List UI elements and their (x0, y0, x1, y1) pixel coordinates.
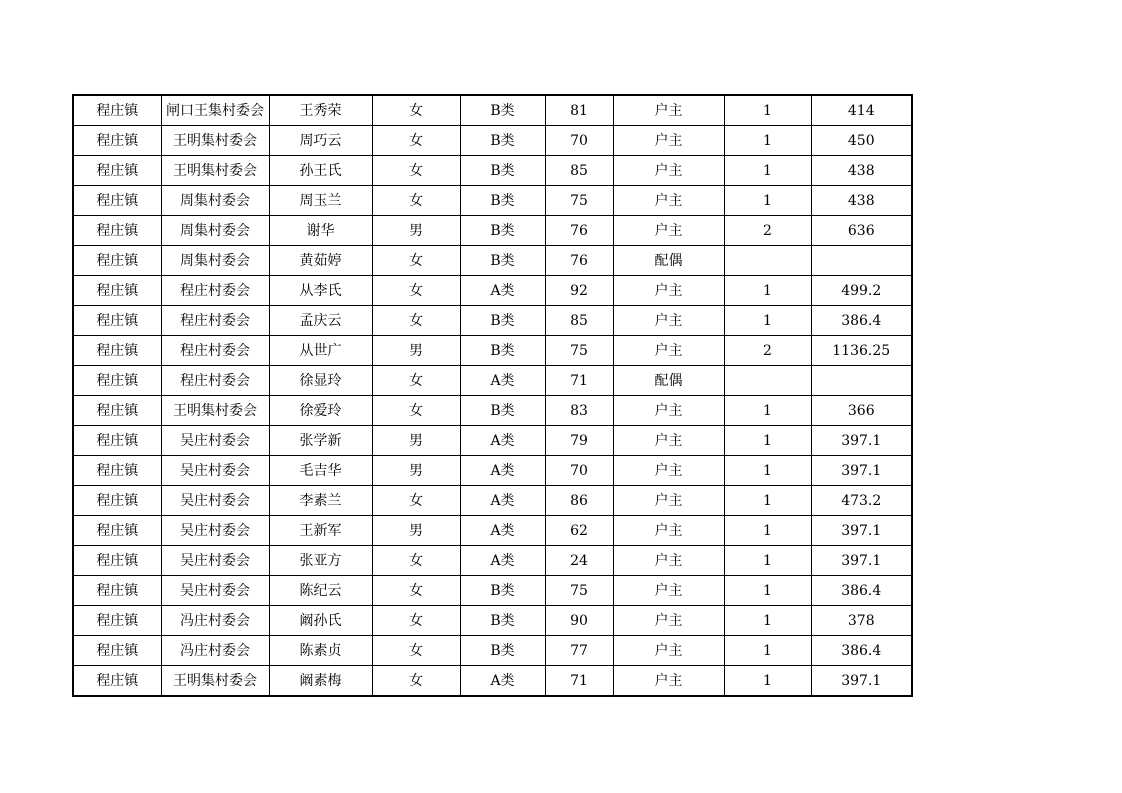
household-count-cell: 1 (724, 576, 811, 606)
household-count-cell: 1 (724, 186, 811, 216)
household-count-cell: 1 (724, 606, 811, 636)
relation-cell: 户主 (613, 456, 724, 486)
gender-cell: 女 (372, 126, 460, 156)
village-committee-cell: 吴庄村委会 (161, 456, 269, 486)
village-committee-cell: 程庄村委会 (161, 336, 269, 366)
age-cell: 77 (545, 636, 613, 666)
household-count-cell: 1 (724, 276, 811, 306)
age-cell: 79 (545, 426, 613, 456)
name-cell: 徐爱玲 (269, 396, 372, 426)
relation-cell: 配偶 (613, 366, 724, 396)
age-cell: 86 (545, 486, 613, 516)
relation-cell: 配偶 (613, 246, 724, 276)
town-cell: 程庄镇 (73, 216, 161, 246)
age-cell: 62 (545, 516, 613, 546)
amount-cell (811, 366, 912, 396)
category-cell: B类 (460, 606, 545, 636)
relation-cell: 户主 (613, 396, 724, 426)
age-cell: 76 (545, 246, 613, 276)
relation-cell: 户主 (613, 95, 724, 126)
age-cell: 83 (545, 396, 613, 426)
town-cell: 程庄镇 (73, 95, 161, 126)
table-row (73, 606, 912, 636)
category-cell: A类 (460, 276, 545, 306)
town-cell: 程庄镇 (73, 636, 161, 666)
village-committee-cell: 周集村委会 (161, 246, 269, 276)
household-count-cell: 1 (724, 306, 811, 336)
amount-cell: 386.4 (811, 306, 912, 336)
gender-cell: 女 (372, 246, 460, 276)
category-cell: B类 (460, 156, 545, 186)
amount-cell: 386.4 (811, 576, 912, 606)
category-cell: A类 (460, 366, 545, 396)
table-row (73, 396, 912, 426)
gender-cell: 女 (372, 306, 460, 336)
gender-cell: 男 (372, 426, 460, 456)
gender-cell: 女 (372, 546, 460, 576)
age-cell: 70 (545, 126, 613, 156)
age-cell: 75 (545, 576, 613, 606)
table-row (73, 95, 912, 126)
name-cell: 孙王氏 (269, 156, 372, 186)
amount-cell: 414 (811, 95, 912, 126)
amount-cell: 366 (811, 396, 912, 426)
gender-cell: 女 (372, 156, 460, 186)
relation-cell: 户主 (613, 636, 724, 666)
category-cell: B类 (460, 126, 545, 156)
relation-cell: 户主 (613, 426, 724, 456)
table-row (73, 426, 912, 456)
household-count-cell: 1 (724, 426, 811, 456)
gender-cell: 男 (372, 456, 460, 486)
town-cell: 程庄镇 (73, 666, 161, 697)
name-cell: 毛吉华 (269, 456, 372, 486)
household-count-cell: 1 (724, 636, 811, 666)
town-cell: 程庄镇 (73, 426, 161, 456)
gender-cell: 女 (372, 366, 460, 396)
age-cell: 85 (545, 156, 613, 186)
household-count-cell: 1 (724, 546, 811, 576)
amount-cell: 397.1 (811, 456, 912, 486)
gender-cell: 女 (372, 276, 460, 306)
gender-cell: 男 (372, 336, 460, 366)
data-table (72, 94, 913, 697)
relation-cell: 户主 (613, 516, 724, 546)
name-cell: 张亚方 (269, 546, 372, 576)
relation-cell: 户主 (613, 486, 724, 516)
gender-cell: 女 (372, 666, 460, 697)
table-row (73, 216, 912, 246)
amount-cell: 636 (811, 216, 912, 246)
name-cell: 周巧云 (269, 126, 372, 156)
amount-cell: 386.4 (811, 636, 912, 666)
household-count-cell: 2 (724, 336, 811, 366)
name-cell: 谢华 (269, 216, 372, 246)
table-row (73, 666, 912, 697)
age-cell: 75 (545, 336, 613, 366)
category-cell: A类 (460, 426, 545, 456)
relation-cell: 户主 (613, 666, 724, 697)
village-committee-cell: 王明集村委会 (161, 666, 269, 697)
table-row (73, 516, 912, 546)
category-cell: B类 (460, 186, 545, 216)
amount-cell: 397.1 (811, 546, 912, 576)
amount-cell: 438 (811, 156, 912, 186)
relation-cell: 户主 (613, 216, 724, 246)
household-count-cell: 1 (724, 456, 811, 486)
household-count-cell: 1 (724, 126, 811, 156)
table-row (73, 486, 912, 516)
category-cell: B类 (460, 246, 545, 276)
name-cell: 徐显玲 (269, 366, 372, 396)
town-cell: 程庄镇 (73, 396, 161, 426)
age-cell: 76 (545, 216, 613, 246)
relation-cell: 户主 (613, 336, 724, 366)
category-cell: A类 (460, 486, 545, 516)
village-committee-cell: 吴庄村委会 (161, 516, 269, 546)
amount-cell: 473.2 (811, 486, 912, 516)
household-count-cell (724, 366, 811, 396)
name-cell: 王秀荣 (269, 95, 372, 126)
gender-cell: 女 (372, 636, 460, 666)
age-cell: 85 (545, 306, 613, 336)
table-row (73, 276, 912, 306)
amount-cell (811, 246, 912, 276)
amount-cell: 397.1 (811, 516, 912, 546)
town-cell: 程庄镇 (73, 456, 161, 486)
town-cell: 程庄镇 (73, 546, 161, 576)
town-cell: 程庄镇 (73, 606, 161, 636)
gender-cell: 男 (372, 516, 460, 546)
category-cell: A类 (460, 456, 545, 486)
household-count-cell: 1 (724, 486, 811, 516)
village-committee-cell: 吴庄村委会 (161, 546, 269, 576)
name-cell: 从李氏 (269, 276, 372, 306)
name-cell: 阚素梅 (269, 666, 372, 697)
town-cell: 程庄镇 (73, 366, 161, 396)
name-cell: 周玉兰 (269, 186, 372, 216)
relation-cell: 户主 (613, 186, 724, 216)
table-row (73, 576, 912, 606)
household-count-cell: 1 (724, 666, 811, 697)
category-cell: B类 (460, 576, 545, 606)
relation-cell: 户主 (613, 156, 724, 186)
village-committee-cell: 冯庄村委会 (161, 636, 269, 666)
town-cell: 程庄镇 (73, 306, 161, 336)
town-cell: 程庄镇 (73, 486, 161, 516)
table-row (73, 336, 912, 366)
village-committee-cell: 王明集村委会 (161, 126, 269, 156)
name-cell: 陈纪云 (269, 576, 372, 606)
relation-cell: 户主 (613, 276, 724, 306)
village-committee-cell: 程庄村委会 (161, 276, 269, 306)
name-cell: 从世广 (269, 336, 372, 366)
amount-cell: 397.1 (811, 666, 912, 697)
relation-cell: 户主 (613, 576, 724, 606)
category-cell: A类 (460, 546, 545, 576)
category-cell: A类 (460, 666, 545, 697)
name-cell: 李素兰 (269, 486, 372, 516)
name-cell: 王新军 (269, 516, 372, 546)
age-cell: 81 (545, 95, 613, 126)
age-cell: 75 (545, 186, 613, 216)
town-cell: 程庄镇 (73, 336, 161, 366)
village-committee-cell: 吴庄村委会 (161, 576, 269, 606)
amount-cell: 397.1 (811, 426, 912, 456)
gender-cell: 女 (372, 486, 460, 516)
age-cell: 70 (545, 456, 613, 486)
household-count-cell (724, 246, 811, 276)
amount-cell: 450 (811, 126, 912, 156)
gender-cell: 女 (372, 95, 460, 126)
name-cell: 孟庆云 (269, 306, 372, 336)
town-cell: 程庄镇 (73, 276, 161, 306)
table-row (73, 636, 912, 666)
village-committee-cell: 吴庄村委会 (161, 426, 269, 456)
household-count-cell: 1 (724, 396, 811, 426)
relation-cell: 户主 (613, 606, 724, 636)
table-body (73, 95, 912, 696)
age-cell: 90 (545, 606, 613, 636)
category-cell: B类 (460, 95, 545, 126)
amount-cell: 378 (811, 606, 912, 636)
household-count-cell: 1 (724, 95, 811, 126)
village-committee-cell: 王明集村委会 (161, 396, 269, 426)
name-cell: 阚孙氏 (269, 606, 372, 636)
age-cell: 71 (545, 666, 613, 697)
amount-cell: 438 (811, 186, 912, 216)
amount-cell: 1136.25 (811, 336, 912, 366)
village-committee-cell: 程庄村委会 (161, 306, 269, 336)
village-committee-cell: 程庄村委会 (161, 366, 269, 396)
gender-cell: 女 (372, 396, 460, 426)
gender-cell: 女 (372, 576, 460, 606)
household-count-cell: 1 (724, 516, 811, 546)
table-row (73, 126, 912, 156)
town-cell: 程庄镇 (73, 576, 161, 606)
village-committee-cell: 吴庄村委会 (161, 486, 269, 516)
gender-cell: 女 (372, 186, 460, 216)
village-committee-cell: 周集村委会 (161, 186, 269, 216)
table-row (73, 306, 912, 336)
age-cell: 92 (545, 276, 613, 306)
relation-cell: 户主 (613, 126, 724, 156)
name-cell: 张学新 (269, 426, 372, 456)
table-row (73, 246, 912, 276)
town-cell: 程庄镇 (73, 186, 161, 216)
village-committee-cell: 闸口王集村委会 (161, 95, 269, 126)
table-row (73, 156, 912, 186)
category-cell: B类 (460, 306, 545, 336)
town-cell: 程庄镇 (73, 246, 161, 276)
table-row (73, 546, 912, 576)
category-cell: B类 (460, 396, 545, 426)
category-cell: A类 (460, 516, 545, 546)
village-committee-cell: 冯庄村委会 (161, 606, 269, 636)
gender-cell: 男 (372, 216, 460, 246)
category-cell: B类 (460, 216, 545, 246)
age-cell: 24 (545, 546, 613, 576)
town-cell: 程庄镇 (73, 516, 161, 546)
amount-cell: 499.2 (811, 276, 912, 306)
name-cell: 陈素贞 (269, 636, 372, 666)
gender-cell: 女 (372, 606, 460, 636)
household-count-cell: 1 (724, 156, 811, 186)
table-row (73, 186, 912, 216)
table-row (73, 456, 912, 486)
town-cell: 程庄镇 (73, 156, 161, 186)
relation-cell: 户主 (613, 546, 724, 576)
relation-cell: 户主 (613, 306, 724, 336)
category-cell: B类 (460, 636, 545, 666)
village-committee-cell: 王明集村委会 (161, 156, 269, 186)
town-cell: 程庄镇 (73, 126, 161, 156)
household-count-cell: 2 (724, 216, 811, 246)
category-cell: B类 (460, 336, 545, 366)
table-row (73, 366, 912, 396)
name-cell: 黄茹婷 (269, 246, 372, 276)
age-cell: 71 (545, 366, 613, 396)
village-committee-cell: 周集村委会 (161, 216, 269, 246)
